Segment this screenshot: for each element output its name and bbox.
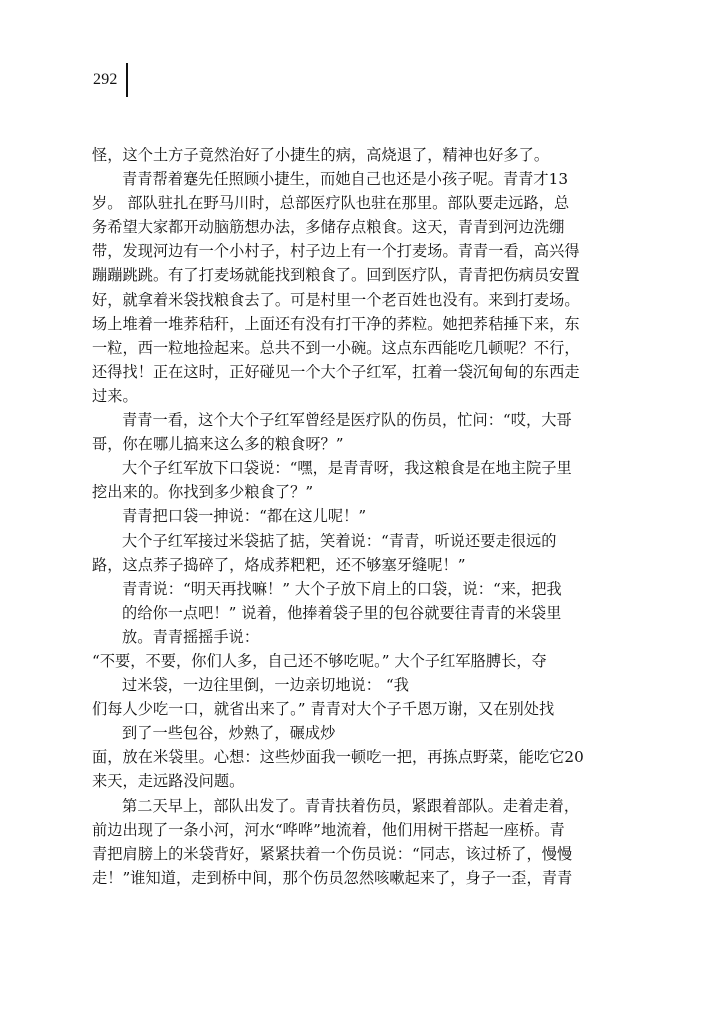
text-line: 大个子红军接过米袋掂了掂，笑着说：“青青，听说还要走很远的: [122, 531, 557, 550]
text-line: 务希望大家都开动脑筋想办法，多储存点粮食。这天，青青到河边洗绷: [92, 218, 565, 237]
text-line: 还得找！正在这时，正好碰见一个大个子红军，扛着一袋沉甸甸的东西走: [92, 362, 580, 381]
text-line: 放。青青摇摇手说：: [122, 627, 260, 646]
text-line: 岁。 部队驻扎在野马川时，总部医疗队也驻在那里。部队要走远路，总: [92, 194, 570, 213]
body-text: [92, 143, 604, 890]
text-line: 青青说：“明天再找嘛！” 大个子放下肩上的口袋，说：“来，把我: [122, 579, 562, 598]
text-line: 一粒，西一粒地捡起来。总共不到一小碗。这点东西能吃几顿呢？不行，: [92, 338, 580, 357]
text-line: 走！”谁知道，走到桥中间，那个伤员忽然咳嗽起来了，身子一歪，青青: [92, 868, 573, 887]
text-line: 来天，走远路没问题。: [92, 772, 245, 791]
text-line: 过米袋，一边往里倒，一边亲切地说： “我: [122, 676, 409, 695]
text-line: 蹦蹦跳跳。有了打麦场就能找到粮食了。回到医疗队，青青把伤病员安置: [92, 266, 580, 285]
text-line: 好，就拿着米袋找粮食去了。可是村里一个老百姓也没有。来到打麦场。: [92, 290, 580, 309]
page-number: 292: [93, 71, 118, 88]
text-line: 青青帮着蹇先任照顾小捷生，而她自己也还是小孩子呢。青青才13: [122, 170, 569, 189]
text-line: 到了一些包谷，炒熟了，碾成炒: [122, 724, 336, 743]
text-line: 前边出现了一条小河，河水“哗哗”地流着，他们用树干搭起一座桥。青: [92, 820, 565, 839]
text-line: 青青把口袋一抻说：“都在这儿呢！”: [122, 507, 367, 526]
text-line: 过来。: [92, 386, 138, 405]
text-line: 挖出来的。你找到多少粮食了？”: [92, 483, 314, 502]
text-line: 面，放在米袋里。心想：这些炒面我一顿吃一把，再拣点野菜，能吃它20: [92, 748, 584, 767]
text-line: 怪，这个土方子竟然治好了小捷生的病，高烧退了，精神也好多了。: [92, 146, 550, 164]
text-line: 大个子红军放下口袋说：“嘿，是青青呀，我这粮食是在地主院子里: [122, 459, 572, 478]
text-line: 的给你一点吧！” 说着，他捧着袋子里的包谷就要往青青的米袋里: [122, 603, 562, 622]
text-line: 青把肩膀上的米袋背好，紧紧扶着一个伤员说：“同志，该过桥了，慢慢: [92, 844, 573, 863]
text-line: 青青一看，这个大个子红军曾经是医疗队的伤员，忙问：“哎，大哥: [122, 411, 572, 430]
text-line: 哥，你在哪儿搞来这么多的粮食呀？”: [92, 435, 344, 454]
text-line: 带，发现河边有一个小村子，村子边上有一个打麦场。青青一看，高兴得: [92, 242, 580, 261]
text-line: 第二天早上，部队出发了。青青扶着伤员，紧跟着部队。走着走着，: [122, 796, 580, 815]
text-line: “不要，不要，你们人多，自己还不够吃呢。” 大个子红军胳膊长，夺: [92, 651, 547, 670]
text-line: 场上堆着一堆荞秸秆，上面还有没有打干净的荞粒。她把荞秸捶下来，东: [92, 314, 580, 333]
text-line: 们每人少吃一口，就省出来了。” 青青对大个子千恩万谢，又在别处找: [92, 700, 555, 719]
header-divider: [126, 63, 128, 97]
text-line: 路，这点荞子捣碎了，烙成荞粑粑，还不够塞牙缝呢！”: [92, 555, 466, 574]
